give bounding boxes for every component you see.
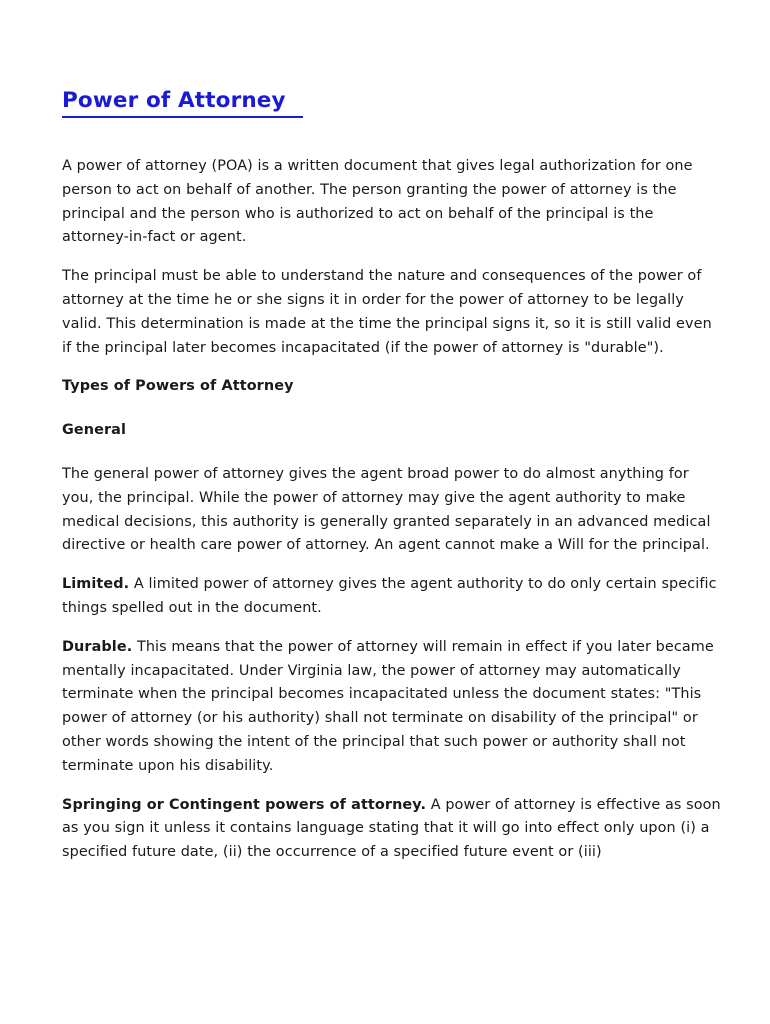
document-title-link[interactable]: Power of Attorney [62,88,294,113]
document-body [62,155,722,880]
heading-types-of-poa: Types of Powers of Attorney [62,378,294,395]
springing-lead: Springing or Contingent powers of attorney. [62,796,427,813]
paragraph-durable [62,636,722,779]
limited-lead: Limited. [62,576,130,593]
paragraph-capacity: The principal must be able to understand the nature and consequences of the power of attorney at the time he or she signs it in order for the power of attorney to be legally valid. This determination is made at the time the principal signs it, so it is still valid even if the principal later becomes incapacitated (if the power of attorney is "durable"). [62,268,712,356]
durable-lead: Durable. [62,638,133,655]
durable-text: This means that the power of attorney will remain in effect if you later became mentally incapacitated. Under Virginia law, the power of attorney may automatically terminate when the principal becomes incapacitated unless the document states: "This power of attorney (or his authority) shall not terminate on disability of the principal" or other words showing the intent of the principal that such power or authority shall not terminate upon his disability. [62,638,714,774]
paragraph-general: The general power of attorney gives the agent broad power to do almost anything for you, the principal. While the power of attorney may give the agent authority to make medical decisions, this authority is generally granted separately in an advanced medical directive or health care power of attorney. An agent cannot make a Will for the principal. [62,465,711,554]
paragraph-limited [62,573,722,621]
paragraph-springing [62,794,722,865]
limited-text: A limited power of attorney gives the agent authority to do only certain specific things spelled out in the document. [62,576,717,616]
paragraph-intro: A power of attorney (POA) is a written document that gives legal authorization for one person to act on behalf of another. The person granting the power of attorney is the principal and the person who is authorized to act on behalf of the principal is the attorney-in-fact or agent. [62,158,693,246]
heading-general: General [62,422,127,439]
springing-text: A power of attorney is effective as soon as you sign it unless it contains language stating that it will go into effect only upon (i) a specified future date, (ii) the occurrence of a specified future event or (iii) [62,796,721,861]
title-underline [62,116,303,118]
